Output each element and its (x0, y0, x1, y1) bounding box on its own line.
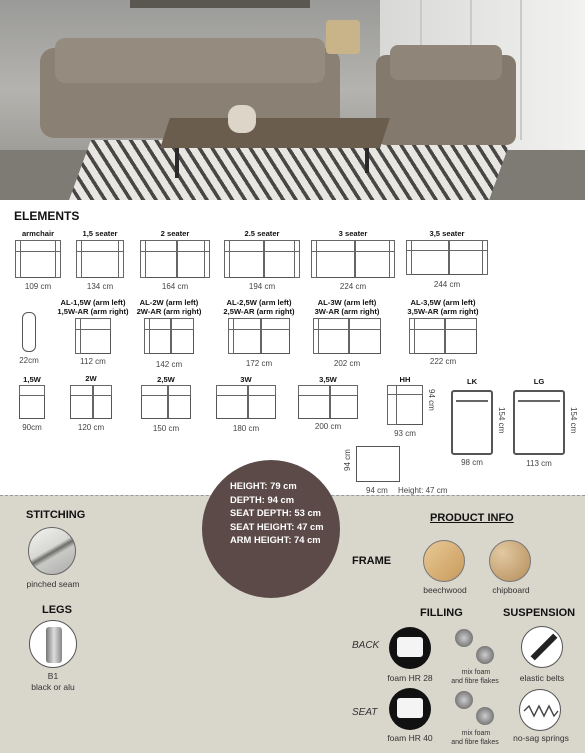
row3-label: 3,5W (319, 375, 337, 384)
seat-suspension-caption: no-sag springs (513, 733, 569, 743)
row3-element (216, 385, 276, 419)
row2-element (228, 318, 290, 354)
row3-side-dim: 154 cm (497, 406, 506, 433)
seat-label: SEAT (352, 707, 378, 718)
legs-caption-finish: black or alu (31, 682, 75, 692)
row3-label: LK (466, 377, 478, 386)
back-suspension-caption: elastic belts (519, 673, 565, 683)
row2-label: AL-2W (arm left) 2W-AR (arm right) (136, 298, 202, 316)
row3-element (70, 385, 112, 419)
row1-element (140, 240, 210, 278)
row1-label: 1,5 seater (82, 229, 118, 238)
row2-label: AL-3W (arm left) 3W-AR (arm right) (314, 298, 380, 316)
row3-element (141, 385, 191, 419)
row3-label: 3W (240, 375, 252, 384)
row1-dim: 134 cm (86, 282, 114, 291)
stitching-title: STITCHING (26, 509, 86, 521)
row3-dim: 200 cm (314, 422, 342, 431)
product-photo (0, 0, 585, 200)
back-foam-caption: foam HR 28 (387, 673, 433, 683)
row1-label: 3,5 seater (429, 229, 465, 238)
mix-foam-icon-b (476, 646, 494, 664)
stitching-caption: pinched seam (26, 579, 80, 589)
filling-title: FILLING (420, 607, 463, 619)
back-mix-caption-2: and fibre flakes (451, 678, 499, 685)
legs-title: LEGS (42, 604, 72, 616)
row3-side-dim: 94 cm (427, 389, 436, 411)
row1-element (76, 240, 124, 278)
spec-height: HEIGHT: 79 cm (230, 480, 297, 491)
row1-label: armchair (21, 229, 55, 238)
beechwood-icon (423, 540, 465, 582)
row1-label: 2 seater (160, 229, 190, 238)
row3-element (298, 385, 358, 419)
pg-side: 94 cm (343, 449, 352, 471)
row2-dim: 202 cm (333, 359, 361, 368)
row1-dim: 164 cm (161, 282, 189, 291)
mix-foam-icon-c (455, 691, 473, 709)
pinched-seam-icon (28, 527, 76, 575)
product-info-title: PRODUCT INFO (430, 512, 514, 524)
elastic-belts-icon (521, 626, 563, 668)
row2-label: AL-1,5W (arm left) 1,5W-AR (arm right) (57, 298, 129, 316)
frame-chipboard-caption: chipboard (492, 585, 530, 595)
row3-dim: 93 cm (394, 429, 416, 438)
back-label: BACK (352, 640, 380, 651)
row3-element (19, 385, 45, 419)
row1-element (224, 240, 300, 278)
row3-dim: 113 cm (526, 459, 552, 468)
row3-label: 1,5W (23, 375, 41, 384)
row1-element (406, 240, 488, 275)
pg-dim: 94 cm (366, 486, 388, 495)
row3-label: 2W (85, 374, 97, 383)
row1-dim: 224 cm (339, 282, 367, 291)
row1-dim: 244 cm (433, 280, 461, 289)
row3-dim: 98 cm (461, 458, 483, 467)
foam-hr28-icon (389, 627, 431, 669)
spec-list (230, 479, 324, 547)
row3-dim: 120 cm (77, 423, 105, 432)
row1-label: 3 seater (338, 229, 368, 238)
row3-side-dim: 154 cm (569, 406, 578, 433)
row2-dim: 222 cm (429, 357, 457, 366)
mix-foam-icon-d (476, 707, 494, 725)
foam-hr40-icon (389, 688, 431, 730)
elements-title: ELEMENTS (14, 209, 80, 223)
row2-dim: 112 cm (80, 357, 106, 366)
chipboard-icon (489, 540, 531, 582)
spec-arm-height: ARM HEIGHT: 74 cm (230, 534, 321, 546)
mix-foam-icon-a (455, 629, 473, 647)
pg-element (356, 446, 400, 482)
seat-foam-caption: foam HR 40 (387, 733, 433, 743)
row3-dim: 90cm (22, 423, 42, 432)
frame-title: FRAME (352, 555, 392, 567)
row3-label: 2,5W (157, 375, 175, 384)
row2-dim: 142 cm (155, 360, 183, 369)
row1-label: 2.5 seater (244, 229, 280, 238)
spec-depth: DEPTH: 94 cm (230, 493, 295, 505)
no-sag-springs-icon (519, 689, 561, 731)
row3-label: HH (399, 375, 411, 384)
row2-dim: 22cm (19, 356, 39, 365)
row1-element (311, 240, 395, 278)
back-mix-caption-1: mix foam (461, 669, 491, 676)
row2-label: AL-2,5W (arm left) 2,5W-AR (arm right) (223, 298, 295, 316)
row1-dim: 109 cm (24, 282, 52, 291)
spec-seat-height: SEAT HEIGHT: 47 cm (230, 520, 324, 532)
row2-element (144, 318, 194, 354)
leg-b1-icon (29, 620, 77, 668)
suspension-title: SUSPENSION (503, 607, 576, 619)
row2-element (22, 312, 36, 352)
row3-element (451, 390, 493, 455)
row3-dim: 150 cm (152, 424, 180, 433)
row3-element (513, 390, 565, 455)
frame-beechwood-caption: beechwood (423, 585, 467, 595)
legs-caption-model: B1 (47, 671, 59, 681)
spec-seat-depth: SEAT DEPTH: 53 cm (230, 507, 321, 519)
row2-dim: 172 cm (245, 359, 273, 368)
row2-element (75, 318, 111, 354)
row3-element (387, 385, 423, 425)
pg-height: Height: 47 cm (398, 486, 448, 495)
seat-mix-caption-1: mix foam (461, 730, 491, 737)
row1-dim: 194 cm (248, 282, 276, 291)
row1-element (15, 240, 61, 278)
row2-element (313, 318, 381, 354)
row3-dim: 180 cm (232, 424, 260, 433)
row2-element (409, 318, 477, 354)
seat-mix-caption-2: and fibre flakes (451, 739, 499, 746)
row3-label: LG (533, 377, 545, 386)
row2-label: AL-3,5W (arm left) 3,5W-AR (arm right) (407, 298, 479, 316)
